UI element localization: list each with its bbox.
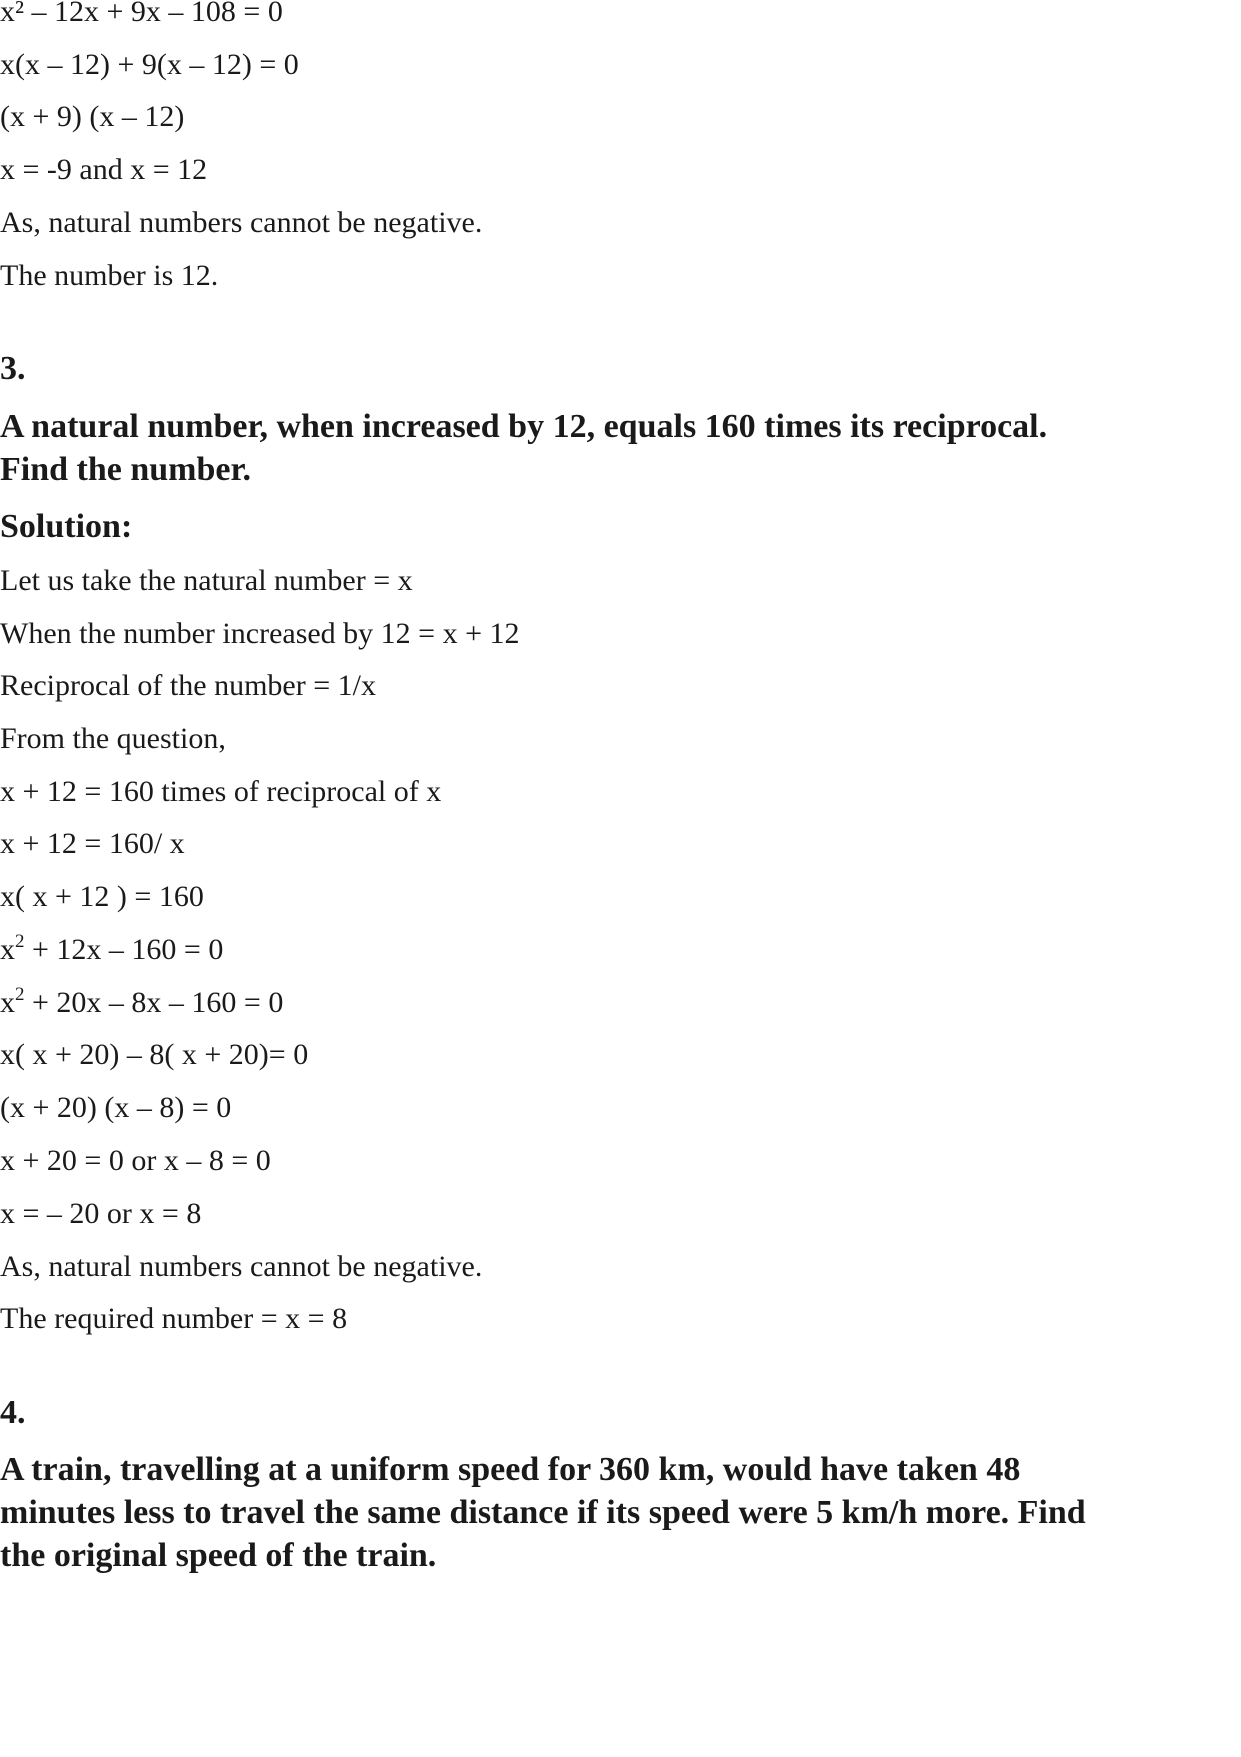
prev-solution-line-2: x(x – 12) + 9(x – 12) = 0 [0, 48, 299, 81]
eq-exponent: 2 [15, 931, 25, 952]
prev-solution-line-3: (x + 9) (x – 12) [0, 100, 185, 133]
eq-base: x [0, 933, 15, 966]
q3-solution-line-7: x( x + 12 ) = 160 [0, 880, 204, 913]
prev-solution-line-5: As, natural numbers cannot be negative. [0, 206, 483, 239]
q3-solution-line-5: x + 12 = 160 times of reciprocal of x [0, 775, 442, 808]
question-4-number: 4. [0, 1394, 26, 1431]
q3-solution-line-11: x = – 20 or x = 8 [0, 1197, 202, 1230]
eq-rest: + 20x – 8x – 160 = 0 [24, 986, 284, 1019]
question-3-text-line-2: Find the number. [0, 451, 251, 488]
prev-solution-line-1: x² – 12x + 9x – 108 = 0 [0, 0, 283, 28]
q3-solution-line-2: When the number increased by 12 = x + 12 [0, 617, 520, 650]
question-3-number: 3. [0, 350, 26, 387]
question-4-text-line-2: minutes less to travel the same distance if its speed were 5 km/h more. Find [0, 1494, 1086, 1531]
q3-split-middle-term [0, 985, 283, 1021]
q3-solution-line-6: x + 12 = 160/ x [0, 827, 185, 860]
q3-quadratic-equation [0, 932, 223, 968]
eq-base: x [0, 986, 15, 1019]
question-3-text-line-1: A natural number, when increased by 12, equals 160 times its reciprocal. [0, 408, 1048, 445]
question-4-text [0, 1448, 1236, 1577]
question-3-text [0, 405, 1236, 491]
q3-solution-line-10: x + 20 = 0 or x – 8 = 0 [0, 1144, 271, 1177]
q3-solution-line-13: The required number = x = 8 [0, 1302, 348, 1335]
q3-solution-line-8: x( x + 20) – 8( x + 20)= 0 [0, 1038, 309, 1071]
solution-label: Solution: [0, 508, 133, 545]
question-4-text-line-3: the original speed of the train. [0, 1537, 437, 1574]
eq-exponent: 2 [15, 984, 25, 1005]
q3-solution-line-9: (x + 20) (x – 8) = 0 [0, 1091, 232, 1124]
prev-solution-line-6: The number is 12. [0, 259, 219, 292]
eq-rest: + 12x – 160 = 0 [24, 933, 224, 966]
q3-solution-line-4: From the question, [0, 722, 226, 755]
q3-solution-line-12: As, natural numbers cannot be negative. [0, 1250, 483, 1283]
q3-solution-line-3: Reciprocal of the number = 1/x [0, 669, 376, 702]
question-4-text-line-1: A train, travelling at a uniform speed for 360 km, would have taken 48 [0, 1451, 1021, 1488]
prev-solution-line-4: x = -9 and x = 12 [0, 153, 208, 186]
q3-solution-line-1: Let us take the natural number = x [0, 564, 413, 597]
